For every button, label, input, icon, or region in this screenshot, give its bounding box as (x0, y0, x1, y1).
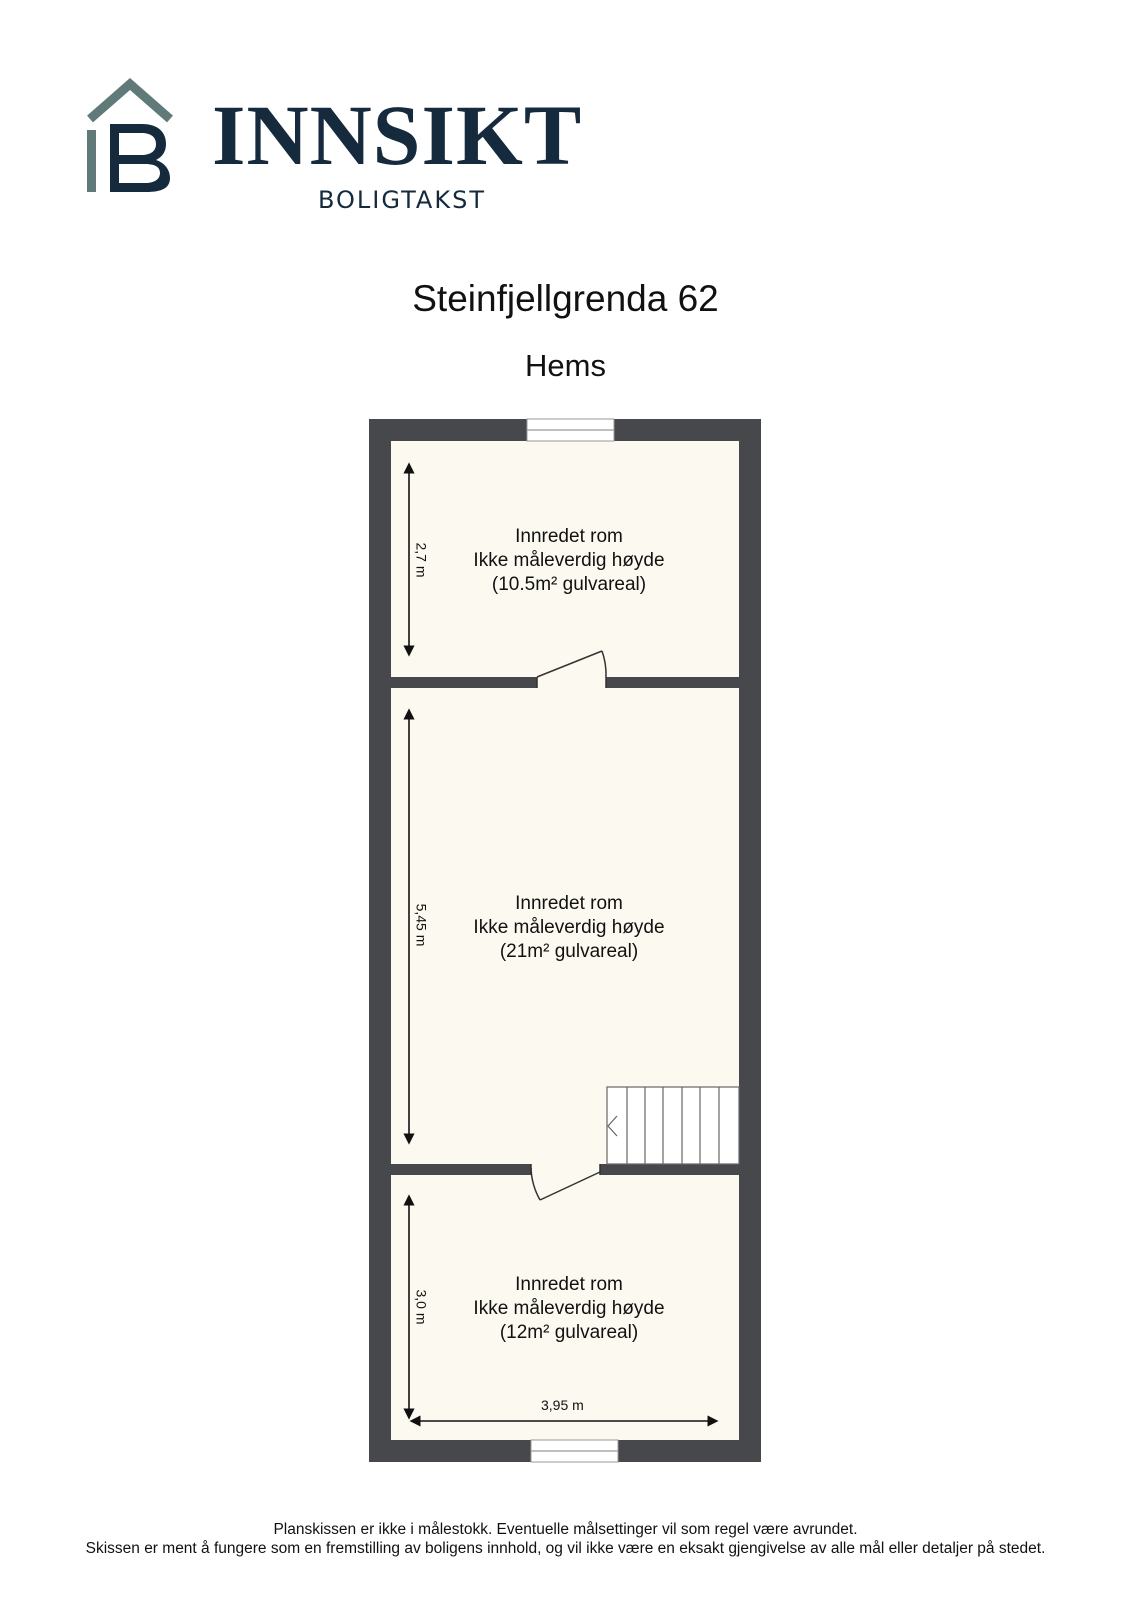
dimension-label-bottom: 3,0 m (413, 1289, 430, 1325)
room-note: Ikke måleverdig høyde (473, 1298, 665, 1319)
property-address: Steinfjellgrenda 62 (412, 278, 719, 319)
door-opening-lower (531, 1164, 600, 1175)
room-label-middle (384, 892, 754, 964)
staircase (607, 1087, 739, 1164)
brand-name: INNSIKT (212, 87, 583, 183)
window-bottom (531, 1440, 618, 1462)
disclaimer-line-1: Planskissen er ikke i målestokk. Eventuelle målsettinger vil som regel være avrundet. (273, 1521, 858, 1538)
window-top (527, 419, 614, 441)
dimension-label-top: 2,7 m (413, 542, 430, 578)
brand-tagline: BOLIGTAKST (318, 186, 486, 214)
room-label-top (384, 525, 754, 597)
dimension-label-middle: 5,45 m (413, 903, 430, 947)
room-area: (21m² gulvareal) (499, 941, 639, 962)
room-name: Innredet rom (515, 1274, 623, 1295)
dimension-label-width: 3,95 m (541, 1397, 584, 1413)
disclaimer-line-2: Skissen er ment å fungere som en fremstilling av boligens innhold, og vil ikke være en eksakt gjengivelse av alle mål eller detaljer på stedet. (85, 1540, 1046, 1557)
disclaimer (0, 1520, 1131, 1558)
floor-name: Hems (525, 348, 606, 383)
room-name: Innredet rom (515, 893, 623, 914)
room-note: Ikke måleverdig høyde (473, 550, 665, 571)
door-opening-upper (537, 677, 606, 688)
room-name: Innredet rom (515, 526, 623, 547)
room-label-bottom (384, 1273, 754, 1345)
room-note: Ikke måleverdig høyde (473, 917, 665, 938)
room-area: (12m² gulvareal) (499, 1322, 639, 1343)
room-area: (10.5m² gulvareal) (491, 574, 647, 595)
